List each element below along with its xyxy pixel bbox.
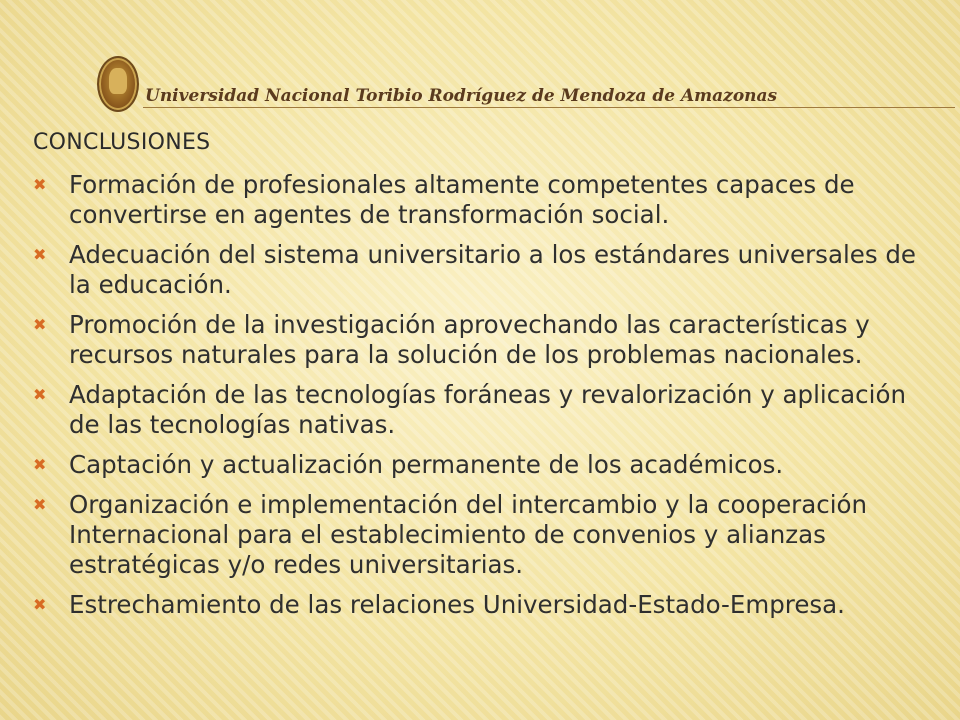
university-name: Universidad Nacional Toribio Rodríguez de Mendoza de Amazonas — [145, 86, 778, 106]
list-item — [33, 450, 938, 480]
list-item-text: Captación y actualización permanente de los académicos. — [69, 450, 784, 479]
slide-header — [95, 56, 955, 116]
list-item — [33, 170, 938, 230]
slide-heading: CONCLUSIONES — [33, 130, 211, 155]
orange-x-bullet-icon: ✖ — [33, 175, 47, 194]
orange-x-bullet-icon: ✖ — [33, 595, 47, 614]
orange-x-bullet-icon: ✖ — [33, 315, 47, 334]
list-item-text: Formación de profesionales altamente competentes capaces de convertirse en agentes de transformación social. — [69, 170, 855, 229]
list-item-text: Estrechamiento de las relaciones Universidad-Estado-Empresa. — [69, 590, 845, 619]
list-item — [33, 490, 938, 580]
conclusions-list — [33, 170, 938, 630]
header-divider — [143, 107, 955, 108]
orange-x-bullet-icon: ✖ — [33, 495, 47, 514]
list-item — [33, 240, 938, 300]
university-crest-icon — [97, 56, 139, 112]
orange-x-bullet-icon: ✖ — [33, 455, 47, 474]
orange-x-bullet-icon: ✖ — [33, 385, 47, 404]
list-item-text: Promoción de la investigación aprovechando las características y recursos naturales para la solución de los problemas nacionales. — [69, 310, 870, 369]
list-item — [33, 590, 938, 620]
list-item-text: Adecuación del sistema universitario a los estándares universales de la educación. — [69, 240, 917, 299]
list-item-text: Organización e implementación del intercambio y la cooperación Internacional para el establecimiento de convenios y alianzas estratégicas y/o redes universitarias. — [69, 490, 868, 579]
list-item-text: Adaptación de las tecnologías foráneas y revalorización y aplicación de las tecnologías nativas. — [69, 380, 906, 439]
list-item — [33, 310, 938, 370]
list-item — [33, 380, 938, 440]
orange-x-bullet-icon: ✖ — [33, 245, 47, 264]
crest-figure — [109, 68, 127, 94]
